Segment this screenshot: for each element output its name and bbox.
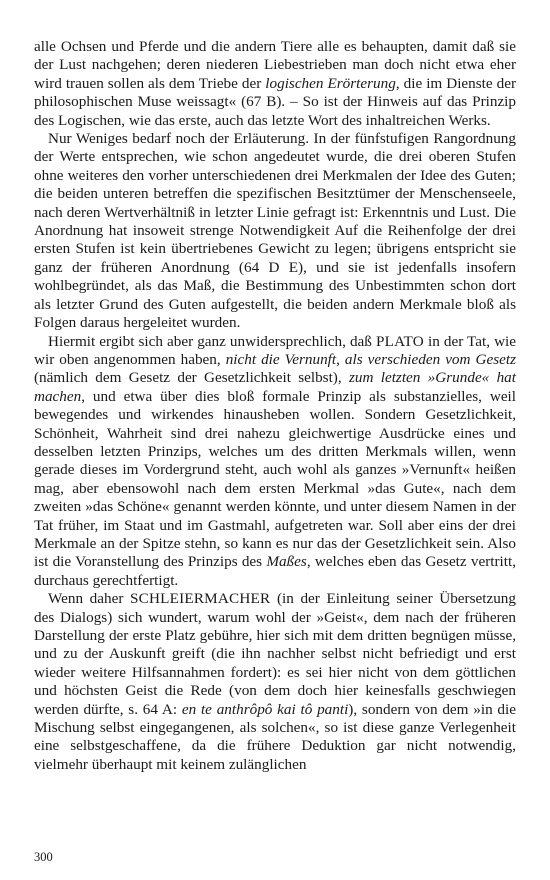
text-run-italic: zum letzten »Grunde« hat machen: [34, 369, 516, 405]
text-run-italic: Maßes: [266, 553, 307, 571]
paragraph-2: [34, 130, 516, 332]
author-name: PLATO: [375, 332, 424, 350]
text-run: Hiermit ergibt sich aber ganz unwidersprechlich, daß: [48, 332, 376, 350]
page-number: 300: [34, 850, 53, 864]
text-run: Nur Weniges bedarf noch der Erläuterung. In der fünfstufigen Rangordnung der Werte entsprechen, wie schon angedeutet wurde, die drei oberen Stufen ohne weiteres den vorher unterschiedenen drei Merkmalen der Idee des Guten; die beiden unteren betreffen die spezifischen Besitztümer der Menschenseele, nach deren Wertverhältniß in letzter Linie gefragt ist: Erkenntnis und Lust. Die Anordnung hat insoweit strenge Notwendigkeit Auf die Reihenfolge der drei ersten Stufen ist kein übertriebenes Gewicht zu legen; übrigens entspricht sie ganz der früheren Anordnung (64 D E), und sie ist jedenfalls insofern wohlbegründet, als das Maß, die Bestimmung des Unbestimmten schon dort als letzter Grund des Guten aufgestellt, die beiden andern Merkmale bloß als Folgen daraus hergeleitet wurden.: [34, 130, 516, 332]
paragraph-4: [34, 590, 516, 774]
text-run-italic: en te anthrôpô kai tô panti: [181, 700, 349, 718]
author-name: SCHLEIERMACHER: [130, 590, 271, 608]
paragraph-3: [34, 333, 516, 591]
text-run: (nämlich dem Gesetz der Gesetzlichkeit selbst),: [34, 369, 349, 387]
text-run-italic: logischen Erörterung: [265, 74, 396, 92]
text-run: alle Ochsen und Pferde und die andern Tiere alle es behaupten, damit daß sie der Lust nachgehen; deren niederen Liebestrieben man doch nicht etwa eher wird trauen sollen als dem Triebe der: [34, 38, 516, 92]
text-run: in der Tat, wie wir oben angenommen haben,: [34, 332, 516, 368]
text-run: , die im Dienste der philosophischen Muse weissagt« (67 B). – So ist der Hinweis auf das Prinzip des Logischen, wie das erste, auch das letzte Wort des inhaltreichen Werks.: [34, 74, 517, 129]
paragraph-1: [34, 38, 516, 130]
page-body: [34, 38, 516, 774]
text-run-italic: nicht die Vernunft, als verschieden vom Gesetz: [225, 350, 516, 368]
text-run: ), sondern von dem »in die Mischung selbst eingegangenen, als solchen«, so ist diese ganze Verlegenheit eine selbstgeschaffene, da die frühere Deduktion gar nicht notwendig, vielmehr überhaupt mit keinem zulänglichen: [34, 700, 516, 773]
text-run: , welches eben das Gesetz vertritt, durchaus gerechtfertigt.: [34, 553, 516, 589]
text-run: Wenn daher: [48, 590, 131, 608]
text-run: , und etwa über dies bloß formale Prinzip als substanzielles, weil bewegendes und wirkendes hinausheben wollen. Sondern Gesetzlichkeit, Schönheit, Wahrheit sind drei nahezu gleichwertige Ausdrücke eines und desselben letzten Prinzips, welches um des dritten Merkmals willen, wenn gerade dieses im Vordergrund steht, auch wohl als ganzes »Vernunft« heißen mag, aber ebensowohl nach dem ersten Merkmal »das Gute«, nach dem zweiten »das Schöne« genannt werden könnte, und unter diesem Namen in der Tat früher, im Staat und im Gastmahl, aufgetreten war. Soll aber eins der drei Merkmale an der Spitze stehn, so kann es nur das der Gesetzlichkeit sein. Also ist die Voranstellung des Prinzips des: [34, 387, 516, 571]
text-run: (in der Einleitung seiner Übersetzung des Dialogs) sich wundert, warum wohl der »Geist«, dem nach der früheren Darstellung der erste Platz gebühre, hier sich mit dem dritten begnügen müsse, und zu der Auskunft greift (die ihn nachher selbst nicht befriedigt und erst wieder weitere Hilfsannahmen fordert): es sei hier nicht von dem göttlichen und höchsten Geist die Rede (von dem doch hier keinesfalls geschwiegen werden dürfte, s. 64 A:: [34, 590, 516, 718]
